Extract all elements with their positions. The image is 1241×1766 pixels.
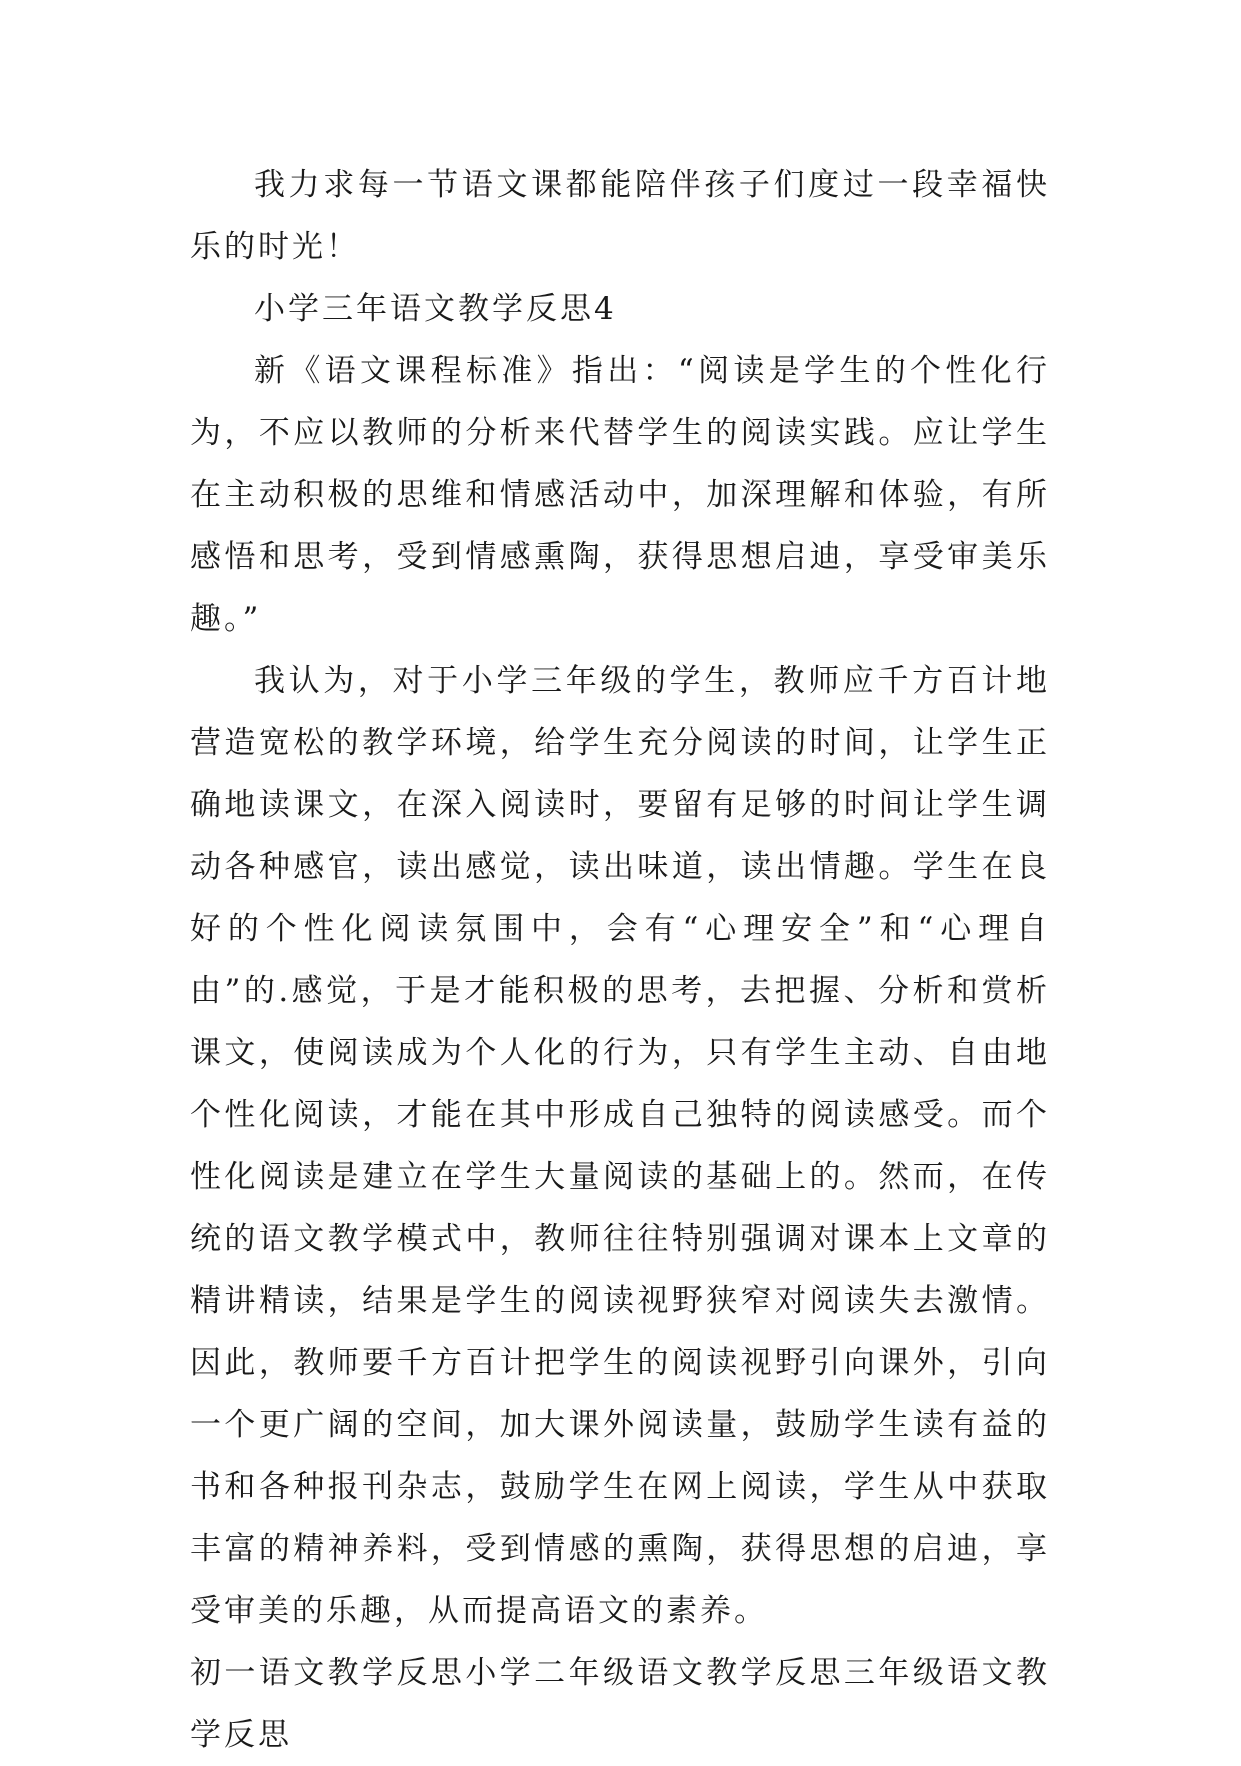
paragraph-closing-sentence: 我力求每一节语文课都能陪伴孩子们度过一段幸福快乐的时光！ [190,167,1050,265]
paragraph-main-reflection: 我认为，对于小学三年级的学生，教师应千方百计地营造宽松的教学环境，给学生充分阅读的时间，让学生正确地读课文，在深入阅读时，要留有足够的时间让学生调动各种感官，读出感觉，读出味道，读出情趣。学生在良好的个性化阅读氛围中，会有“心理安全”和“心理自由”的.感觉，于是才能积极的思考，去把握、分析和赏析课文，使阅读成为个人化的行为，只有学生主动、自由地个性化阅读，才能在其中形成自己独特的阅读感受。而个性化阅读是建立在学生大量阅读的基础上的。然而，在传统的语文教学模式中，教师往往特别强调对课本上文章的精讲精读，结果是学生的阅读视野狭窄对阅读失去激情。因此，教师要千方百计把学生的阅读视野引向课外，引向一个更广阔的空间，加大课外阅读量，鼓励学生读有益的书和各种报刊杂志，鼓励学生在网上阅读，学生从中获取丰富的精神养料，受到情感的熏陶，获得思想的启迪，享受审美的乐趣，从而提高语文的素养。 [190,663,1050,1629]
paragraph-curriculum-quote: 新《语文课程标准》指出：“阅读是学生的个性化行为，不应以教师的分析来代替学生的阅读实践。应让学生在主动积极的思维和情感活动中，加深理解和体验，有所感悟和思考，受到情感熏陶，获得思想启迪，享受审美乐趣。” [190,353,1050,637]
document-body [190,154,1050,1766]
section-heading: 小学三年语文教学反思4 [254,291,617,327]
related-titles: 初一语文教学反思小学二年级语文教学反思三年级语文教学反思 [190,1655,1050,1753]
